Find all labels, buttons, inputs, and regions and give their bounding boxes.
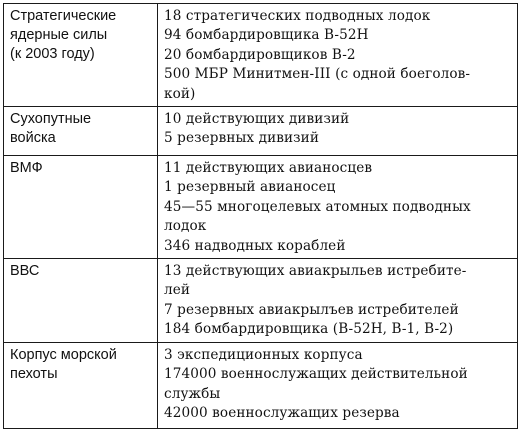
category-text: ядерные силы xyxy=(10,27,108,43)
detail-line: 3 экспедиционных корпуса xyxy=(164,346,363,363)
category-text: Сухопутные xyxy=(10,111,92,128)
table-row-strategic-nuclear-forces xyxy=(4,4,518,107)
details-cell xyxy=(158,156,518,259)
detail-line: 184 бомбардировщика (B-52H, B-1, B-2) xyxy=(164,321,454,338)
detail-line: службы xyxy=(164,385,221,402)
details-cell xyxy=(158,259,518,343)
detail-line: 13 действующих авиакрыльев истребите- xyxy=(164,263,467,280)
category-cell xyxy=(4,4,158,107)
detail-line: 18 стратегических подводных лодок xyxy=(164,8,431,24)
detail-line: лей xyxy=(164,282,191,299)
detail-line: 45—55 многоцелевых атомных подводных xyxy=(164,198,471,215)
details-cell xyxy=(158,4,518,107)
detail-line: 11 действующих авианосцев xyxy=(164,160,373,177)
category-text: Корпус морской xyxy=(10,346,117,363)
detail-line: 94 бомбардировщика B-52H xyxy=(164,27,369,44)
detail-line: 20 бомбардировщиков B-2 xyxy=(164,46,356,63)
detail-line: 346 надводных кораблей xyxy=(164,237,346,254)
table-row-air-force xyxy=(4,259,518,343)
category-text: ВВС xyxy=(10,263,40,280)
table-row-navy xyxy=(4,156,518,259)
detail-line: кой) xyxy=(164,85,196,102)
table-row-ground-forces xyxy=(4,107,518,156)
detail-line: 42000 военнослужащих резерва xyxy=(164,404,400,421)
table-row-marine-corps xyxy=(4,342,518,428)
detail-line: 5 резервных дивизий xyxy=(164,130,319,147)
category-text: ВМФ xyxy=(10,160,43,177)
details-cell xyxy=(158,342,518,428)
detail-line: 10 действующих дивизий xyxy=(164,111,350,128)
category-text: Стратегические xyxy=(10,8,117,24)
category-cell xyxy=(4,156,158,259)
category-cell xyxy=(4,342,158,428)
category-text: (к 2003 году) xyxy=(10,46,95,62)
detail-line: 7 резервных авиакрылъев истребителей xyxy=(164,301,459,318)
category-text: пехоты xyxy=(10,365,58,382)
detail-line: 500 МБР Минитмен-III (с одной боеголов- xyxy=(164,66,471,83)
detail-line: 1 резервный авианосец xyxy=(164,179,336,196)
details-cell xyxy=(158,107,518,156)
detail-line: лодок xyxy=(164,218,207,235)
detail-line: 174000 военнослужащих действительной xyxy=(164,366,468,383)
category-cell xyxy=(4,259,158,343)
category-text: войска xyxy=(10,130,56,147)
category-cell xyxy=(4,107,158,156)
forces-table xyxy=(3,3,518,429)
